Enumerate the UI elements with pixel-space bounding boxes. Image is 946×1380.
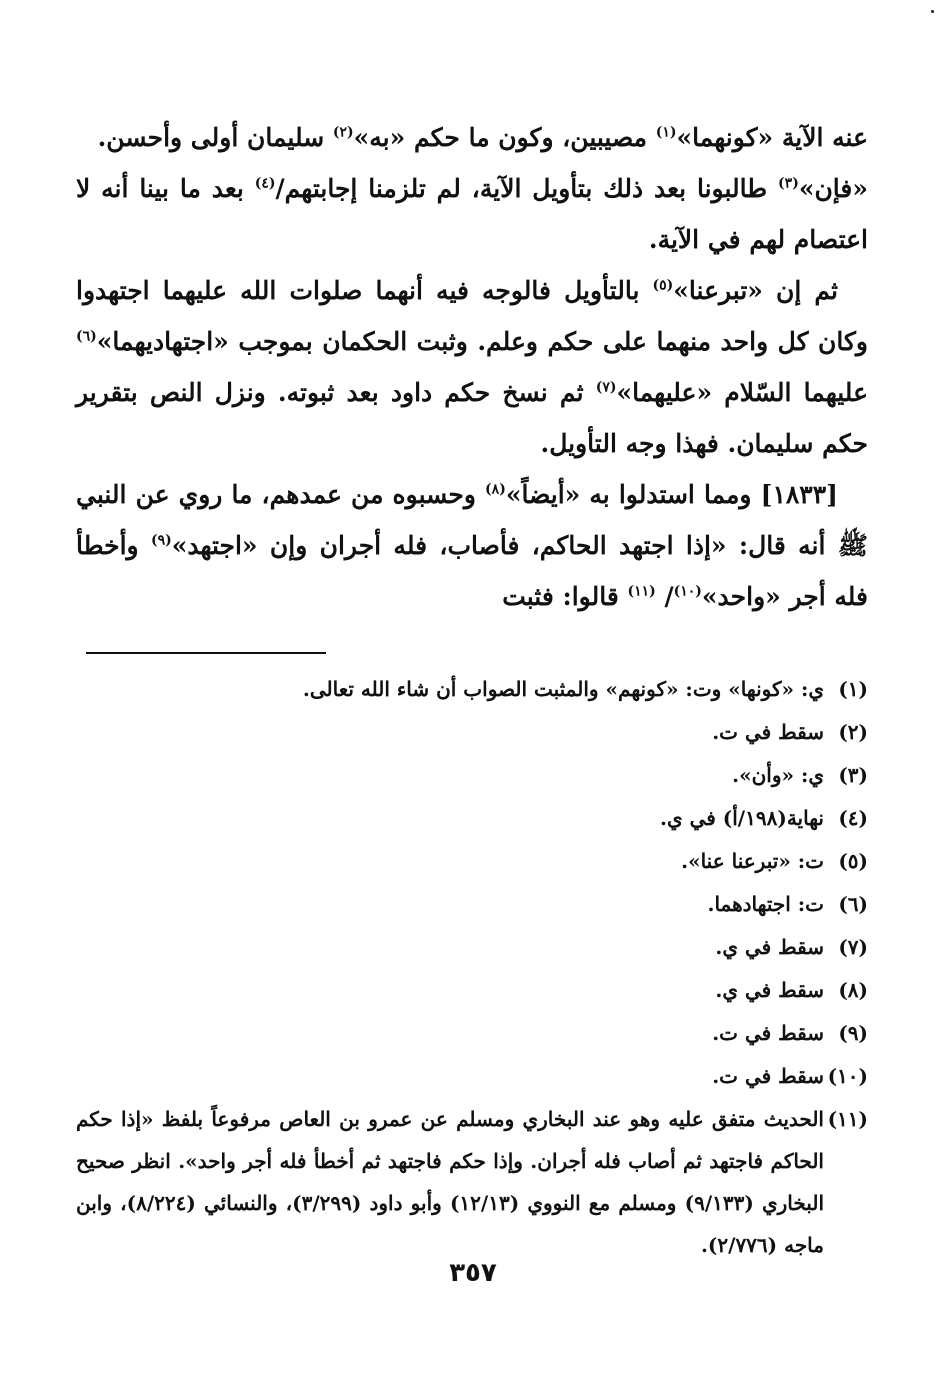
footnote-ref: (٣) <box>778 175 799 192</box>
footnote-text: نهاية(١٩٨/أ) في ي. <box>660 806 824 830</box>
text-run: مصيبين، وكون ما حكم «به» <box>353 123 656 152</box>
main-text <box>76 112 868 622</box>
text-run: ثم نسخ حكم داود بعد ثبوته. ونزل النص بتقرير حكم سليمان. فهذا وجه التأويل. <box>76 378 868 458</box>
text-run: [١٨٣٣] ومما استدلوا به «أيضاً» <box>505 480 838 509</box>
scan-speck <box>931 10 934 13</box>
footnote-ref: (٨) <box>485 481 506 498</box>
footnote-ref: (٤) <box>254 175 276 192</box>
footnote-ref: (٢) <box>332 124 354 141</box>
text-run: طالبونا بعد ذلك بتأويل الآية، لم تلزمنا إجابتهم/ <box>275 174 779 203</box>
paragraph-2 <box>76 163 868 265</box>
paragraph-4 <box>76 469 868 622</box>
footnote-text: سقط في ي. <box>715 978 824 1002</box>
footnote-number: (٦) <box>838 892 868 916</box>
text-run: / <box>655 582 674 611</box>
footnote-text: سقط في ت. <box>712 1064 824 1088</box>
footnotes-list <box>76 668 868 1266</box>
footnote-ref: (٥) <box>652 277 674 294</box>
text-run: سليمان أولى وأحسن. <box>97 123 333 152</box>
footnote-3 <box>76 754 868 797</box>
footnote-number: (١) <box>838 677 868 701</box>
footnote-number: (٤) <box>838 806 868 830</box>
footnote-ref: (١) <box>655 124 677 141</box>
footnote-ref: (١١) <box>627 583 656 600</box>
text-run: «فإن» <box>798 174 868 203</box>
text-run: وحسبوه من عمدهم، ما روي عن النبي ﷺ أنه قال: «إذا اجتهد الحاكم، فأصاب، فله أجران وإن «اجتهد» <box>76 480 868 560</box>
footnote-text: ي: «وأن». <box>732 763 824 787</box>
footnote-text: الحديث متفق عليه وهو عند البخاري ومسلم عن عمرو بن العاص مرفوعاً بلفظ «إذا حكم الحاكم فاجتهد ثم أصاب فله أجران. وإذا حكم فاجتهد ثم أخطأ فله أجر واحد». انظر صحيح البخاري (٩/١٣٣) ومسلم مع النووي (١٢/١٣) وأبو داود (٣/٢٩٩)، والنسائي (٨/٢٢٤)، وابن ماجه (٢/٧٧٦). <box>76 1107 824 1257</box>
footnote-number: (٧) <box>838 935 868 959</box>
footnote-text: سقط في ي. <box>715 935 824 959</box>
paragraph-1 <box>76 112 868 163</box>
footnote-ref: (٧) <box>595 379 617 396</box>
footnote-10 <box>76 1055 868 1098</box>
footnote-ref: (١٠) <box>673 583 702 600</box>
footnote-divider <box>86 652 326 654</box>
footnote-11 <box>76 1098 868 1266</box>
footnote-5 <box>76 840 868 883</box>
footnote-text: ي: «كونها» وت: «كونهم» والمثبت الصواب أن شاء الله تعالى. <box>302 677 824 701</box>
footnote-6 <box>76 883 868 926</box>
footnote-text: سقط في ت. <box>712 1021 824 1045</box>
footnote-number: (٣) <box>838 763 868 787</box>
text-run: عليهما السّلام «عليهما» <box>616 378 868 407</box>
document-page <box>76 112 868 1266</box>
text-run: عنه الآية «كونهما» <box>676 123 868 152</box>
footnote-number: (١١) <box>827 1107 868 1131</box>
text-run: بالتأويل فالوجه فيه أنهما صلوات الله عليهما اجتهدوا وكان كل واحد منهما على حكم وعلم. وثبت الحكمان بموجب «اجتهاديهما» <box>76 276 869 356</box>
footnote-8 <box>76 969 868 1012</box>
text-run: وأخطأ فله أجر «واحد» <box>76 531 868 611</box>
text-run: بعد ما بينا أنه لا اعتصام لهم في الآية. <box>76 174 868 254</box>
footnote-ref: (٦) <box>76 328 97 345</box>
footnote-2 <box>76 711 868 754</box>
footnote-text: سقط في ت. <box>712 720 824 744</box>
footnote-9 <box>76 1012 868 1055</box>
text-run: قالوا: فثبت <box>502 582 628 611</box>
footnote-number: (٩) <box>838 1021 868 1045</box>
footnote-1 <box>76 668 868 711</box>
footnote-4 <box>76 797 868 840</box>
page-number: ٣٥٧ <box>449 1258 497 1288</box>
footnote-7 <box>76 926 868 969</box>
footnote-number: (٥) <box>838 849 868 873</box>
footnote-text: ت: «تبرعنا عنا». <box>681 849 824 873</box>
text-run: ثم إن «تبرعنا» <box>673 276 838 305</box>
footnote-text: ت: اجتهادهما. <box>707 892 824 916</box>
footnote-ref: (٩) <box>150 532 172 549</box>
footnote-number: (٢) <box>838 720 868 744</box>
footnote-number: (٨) <box>838 978 868 1002</box>
paragraph-3 <box>76 265 868 469</box>
footnote-number: (١٠) <box>827 1064 868 1088</box>
